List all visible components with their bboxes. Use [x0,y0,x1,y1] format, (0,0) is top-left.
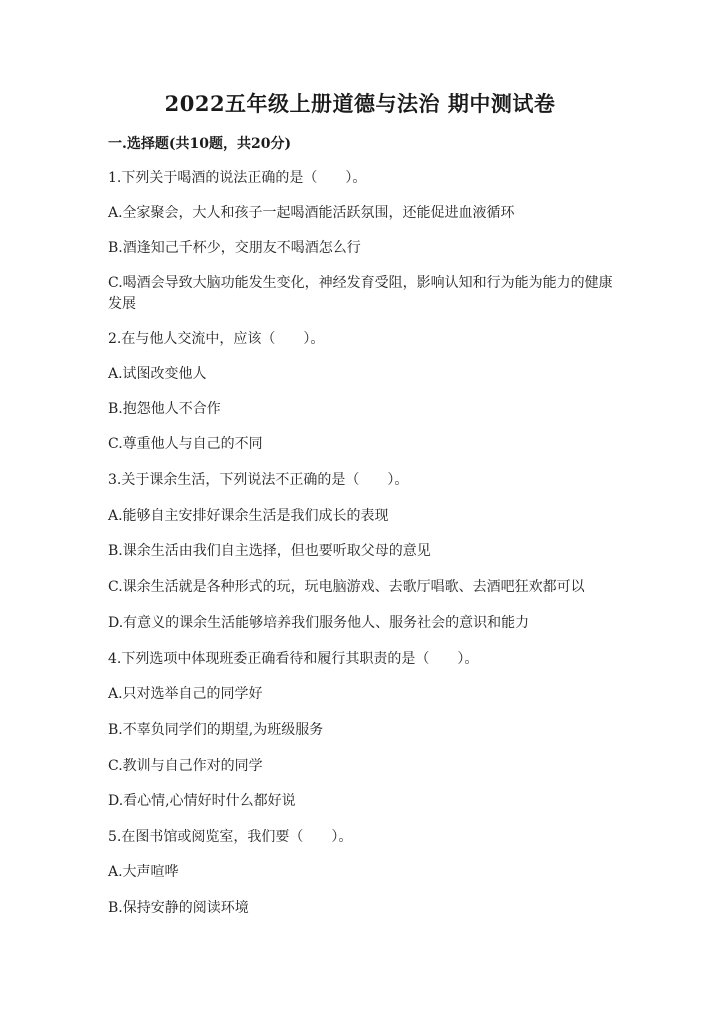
answer-option: C.课余生活就是各种形式的玩，玩电脑游戏、去歌厅唱歌、去酒吧狂欢都可以 [108,579,585,595]
question-stem: 3.关于课余生活，下列说法不正确的是（ ）。 [108,472,409,488]
answer-option: B.课余生活由我们自主选择，但也要听取父母的意见 [108,543,431,559]
answer-option: B.酒逢知己千杯少，交朋友不喝酒怎么行 [108,240,361,256]
question-stem: 1.下列关于喝酒的说法正确的是（ ）。 [108,170,367,186]
answer-option: A.能够自主安排好课余生活是我们成长的表现 [108,508,389,524]
question-stem: 2.在与他人交流中，应该（ ）。 [108,331,325,347]
answer-option: C.教训与自己作对的同学 [108,758,263,774]
answer-option: A.大声喧哗 [108,864,179,880]
answer-option: C.尊重他人与自己的不同 [108,436,263,452]
answer-option: D.看心情,心情好时什么都好说 [108,793,296,809]
question-stem: 4.下列选项中体现班委正确看待和履行其职责的是（ ）。 [108,651,479,667]
answer-option: A.试图改变他人 [108,366,207,382]
answer-option: C.喝酒会导致大脑功能发生变化，神经发育受阻，影响认知和行为能为能力的健康发展 [108,275,613,312]
page-title: 2022五年级上册道德与法治 期中测试卷 [164,91,556,116]
answer-option: A.只对选举自己的同学好 [108,686,263,702]
section-heading: 一.选择题(共10题，共20分) [108,136,292,152]
answer-option: D.有意义的课余生活能够培养我们服务他人、服务社会的意识和能力 [108,615,530,631]
question-stem: 5.在图书馆或阅览室，我们要（ ）。 [108,829,353,845]
answer-option: B.抱怨他人不合作 [108,401,221,417]
answer-option: B.不辜负同学们的期望,为班级服务 [108,722,324,738]
answer-option: A.全家聚会，大人和孩子一起喝酒能活跃氛围，还能促进血液循环 [108,205,515,221]
answer-option: B.保持安静的阅读环境 [108,900,249,916]
